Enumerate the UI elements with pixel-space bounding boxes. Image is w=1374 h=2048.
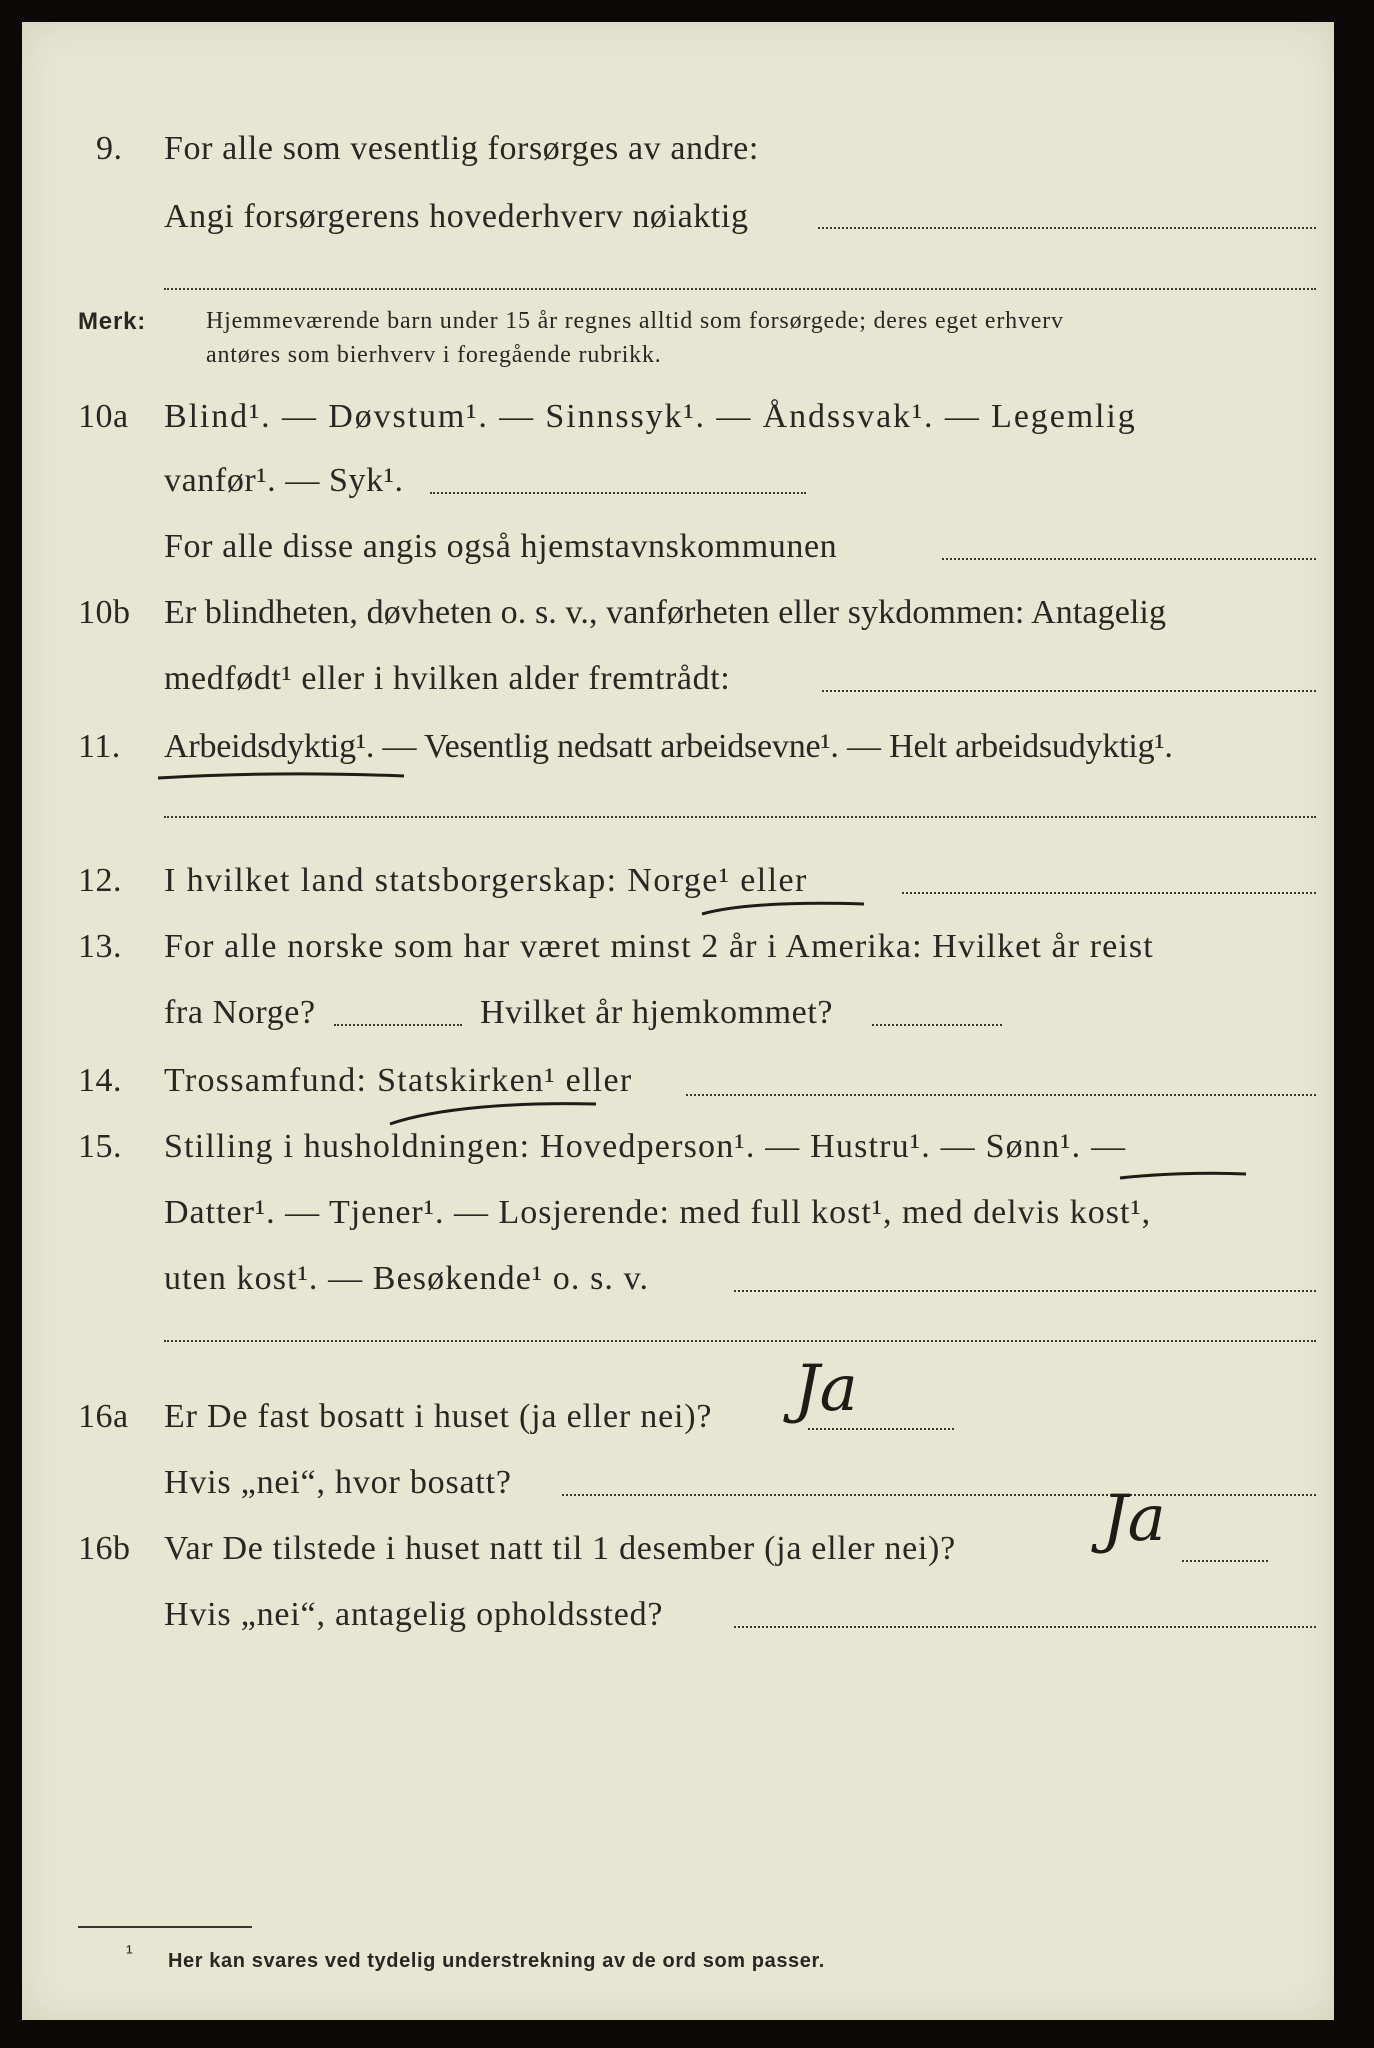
question-16a-line-2: Hvis „nei“, hvor bosatt? [164, 1464, 512, 1501]
answer-line-15b[interactable] [164, 1340, 1316, 1342]
answer-line-11[interactable] [164, 816, 1316, 818]
question-15-line-2: Datter¹. — Tjener¹. — Losjerende: med full kost¹, med delvis kost¹, [164, 1194, 1152, 1231]
answer-line-15[interactable] [734, 1290, 1316, 1292]
question-16a-text: Er De fast bosatt i huset (ja eller nei)? [164, 1398, 713, 1435]
answer-line-12[interactable] [902, 892, 1316, 894]
question-10a-number: 10a [78, 398, 129, 435]
handwritten-underline-norge [698, 894, 868, 924]
answer-line-16b-location[interactable] [734, 1626, 1316, 1628]
question-10a-text: Blind¹. — Døvstum¹. — Sinnssyk¹. — Åndssvak¹. — Legemlig [164, 398, 1137, 435]
question-16b-text: Var De tilstede i huset natt til 1 desember (ja eller nei)? [164, 1530, 956, 1567]
handwritten-underline-arbeidsdyktig [154, 760, 414, 790]
answer-line-13-departure[interactable] [334, 1024, 462, 1026]
census-form-page [22, 22, 1334, 2020]
question-15-number: 15. [78, 1128, 122, 1165]
question-11-text: Arbeidsdyktig¹. — Vesentlig nedsatt arbeidsevne¹. — Helt arbeidsudyktig¹. [164, 728, 1173, 765]
answer-line-9b[interactable] [164, 288, 1316, 290]
handwritten-underline-sonn [1116, 1160, 1256, 1190]
answer-line-16a[interactable] [808, 1428, 954, 1430]
answer-line-10b[interactable] [822, 690, 1316, 692]
question-13-line-2b: Hvilket år hjemkommet? [480, 994, 834, 1031]
question-10b-number: 10b [78, 594, 131, 631]
question-14-text: Trossamfund: Statskirken¹ eller [164, 1062, 633, 1099]
question-10a-line-3: For alle disse angis også hjemstavnskommunen [164, 528, 838, 565]
question-16b-number: 16b [78, 1530, 131, 1567]
answer-line-10a[interactable] [430, 492, 806, 494]
answer-line-10a-municipality[interactable] [942, 558, 1316, 560]
question-10b-line-2: medfødt¹ eller i hvilken alder fremtrådt: [164, 660, 731, 697]
question-14-number: 14. [78, 1062, 122, 1099]
handwritten-answer-16a: Ja [794, 1352, 858, 1426]
question-16a-number: 16a [78, 1398, 129, 1435]
note-line-1: Hjemmeværende barn under 15 år regnes alltid som forsørgede; deres eget erhverv [206, 308, 1064, 334]
footnote-mark: ¹ [126, 1942, 134, 1964]
question-16b-line-2: Hvis „nei“, antagelig opholdssted? [164, 1596, 664, 1633]
question-9-text: For alle som vesentlig forsørges av andre: [164, 130, 759, 167]
question-13-number: 13. [78, 928, 122, 965]
answer-line-16a-residence[interactable] [562, 1494, 1316, 1496]
question-11-number: 11. [78, 728, 121, 765]
answer-line-14[interactable] [686, 1094, 1316, 1096]
question-9-number: 9. [96, 130, 123, 167]
question-15-text: Stilling i husholdningen: Hovedperson¹. — Hustru¹. — Sønn¹. — [164, 1128, 1127, 1165]
question-13-text: For alle norske som har været minst 2 år i Amerika: Hvilket år reist [164, 928, 1154, 965]
footnote-text: Her kan svares ved tydelig understrekning av de ord som passer. [168, 1950, 825, 1972]
footnote-divider [78, 1926, 252, 1928]
question-13-line-2a: fra Norge? [164, 994, 316, 1031]
note-label: Merk: [78, 308, 147, 335]
handwritten-answer-16b: Ja [1102, 1482, 1166, 1556]
question-10b-text: Er blindheten, døvheten o. s. v., vanførheten eller sykdommen: Antagelig [164, 594, 1167, 631]
question-12-text: I hvilket land statsborgerskap: Norge¹ eller [164, 862, 808, 899]
answer-line-16b[interactable] [1182, 1560, 1268, 1562]
note-line-2: antøres som bierhverv i foregående rubrikk. [206, 342, 662, 368]
answer-line-9[interactable] [818, 227, 1316, 229]
question-12-number: 12. [78, 862, 122, 899]
question-9-subtext: Angi forsørgerens hovederhverv nøiaktig [164, 198, 749, 235]
answer-line-13-return[interactable] [872, 1024, 1002, 1026]
question-15-line-3: uten kost¹. — Besøkende¹ o. s. v. [164, 1260, 650, 1297]
question-10a-line-2: vanfør¹. — Syk¹. [164, 462, 404, 499]
